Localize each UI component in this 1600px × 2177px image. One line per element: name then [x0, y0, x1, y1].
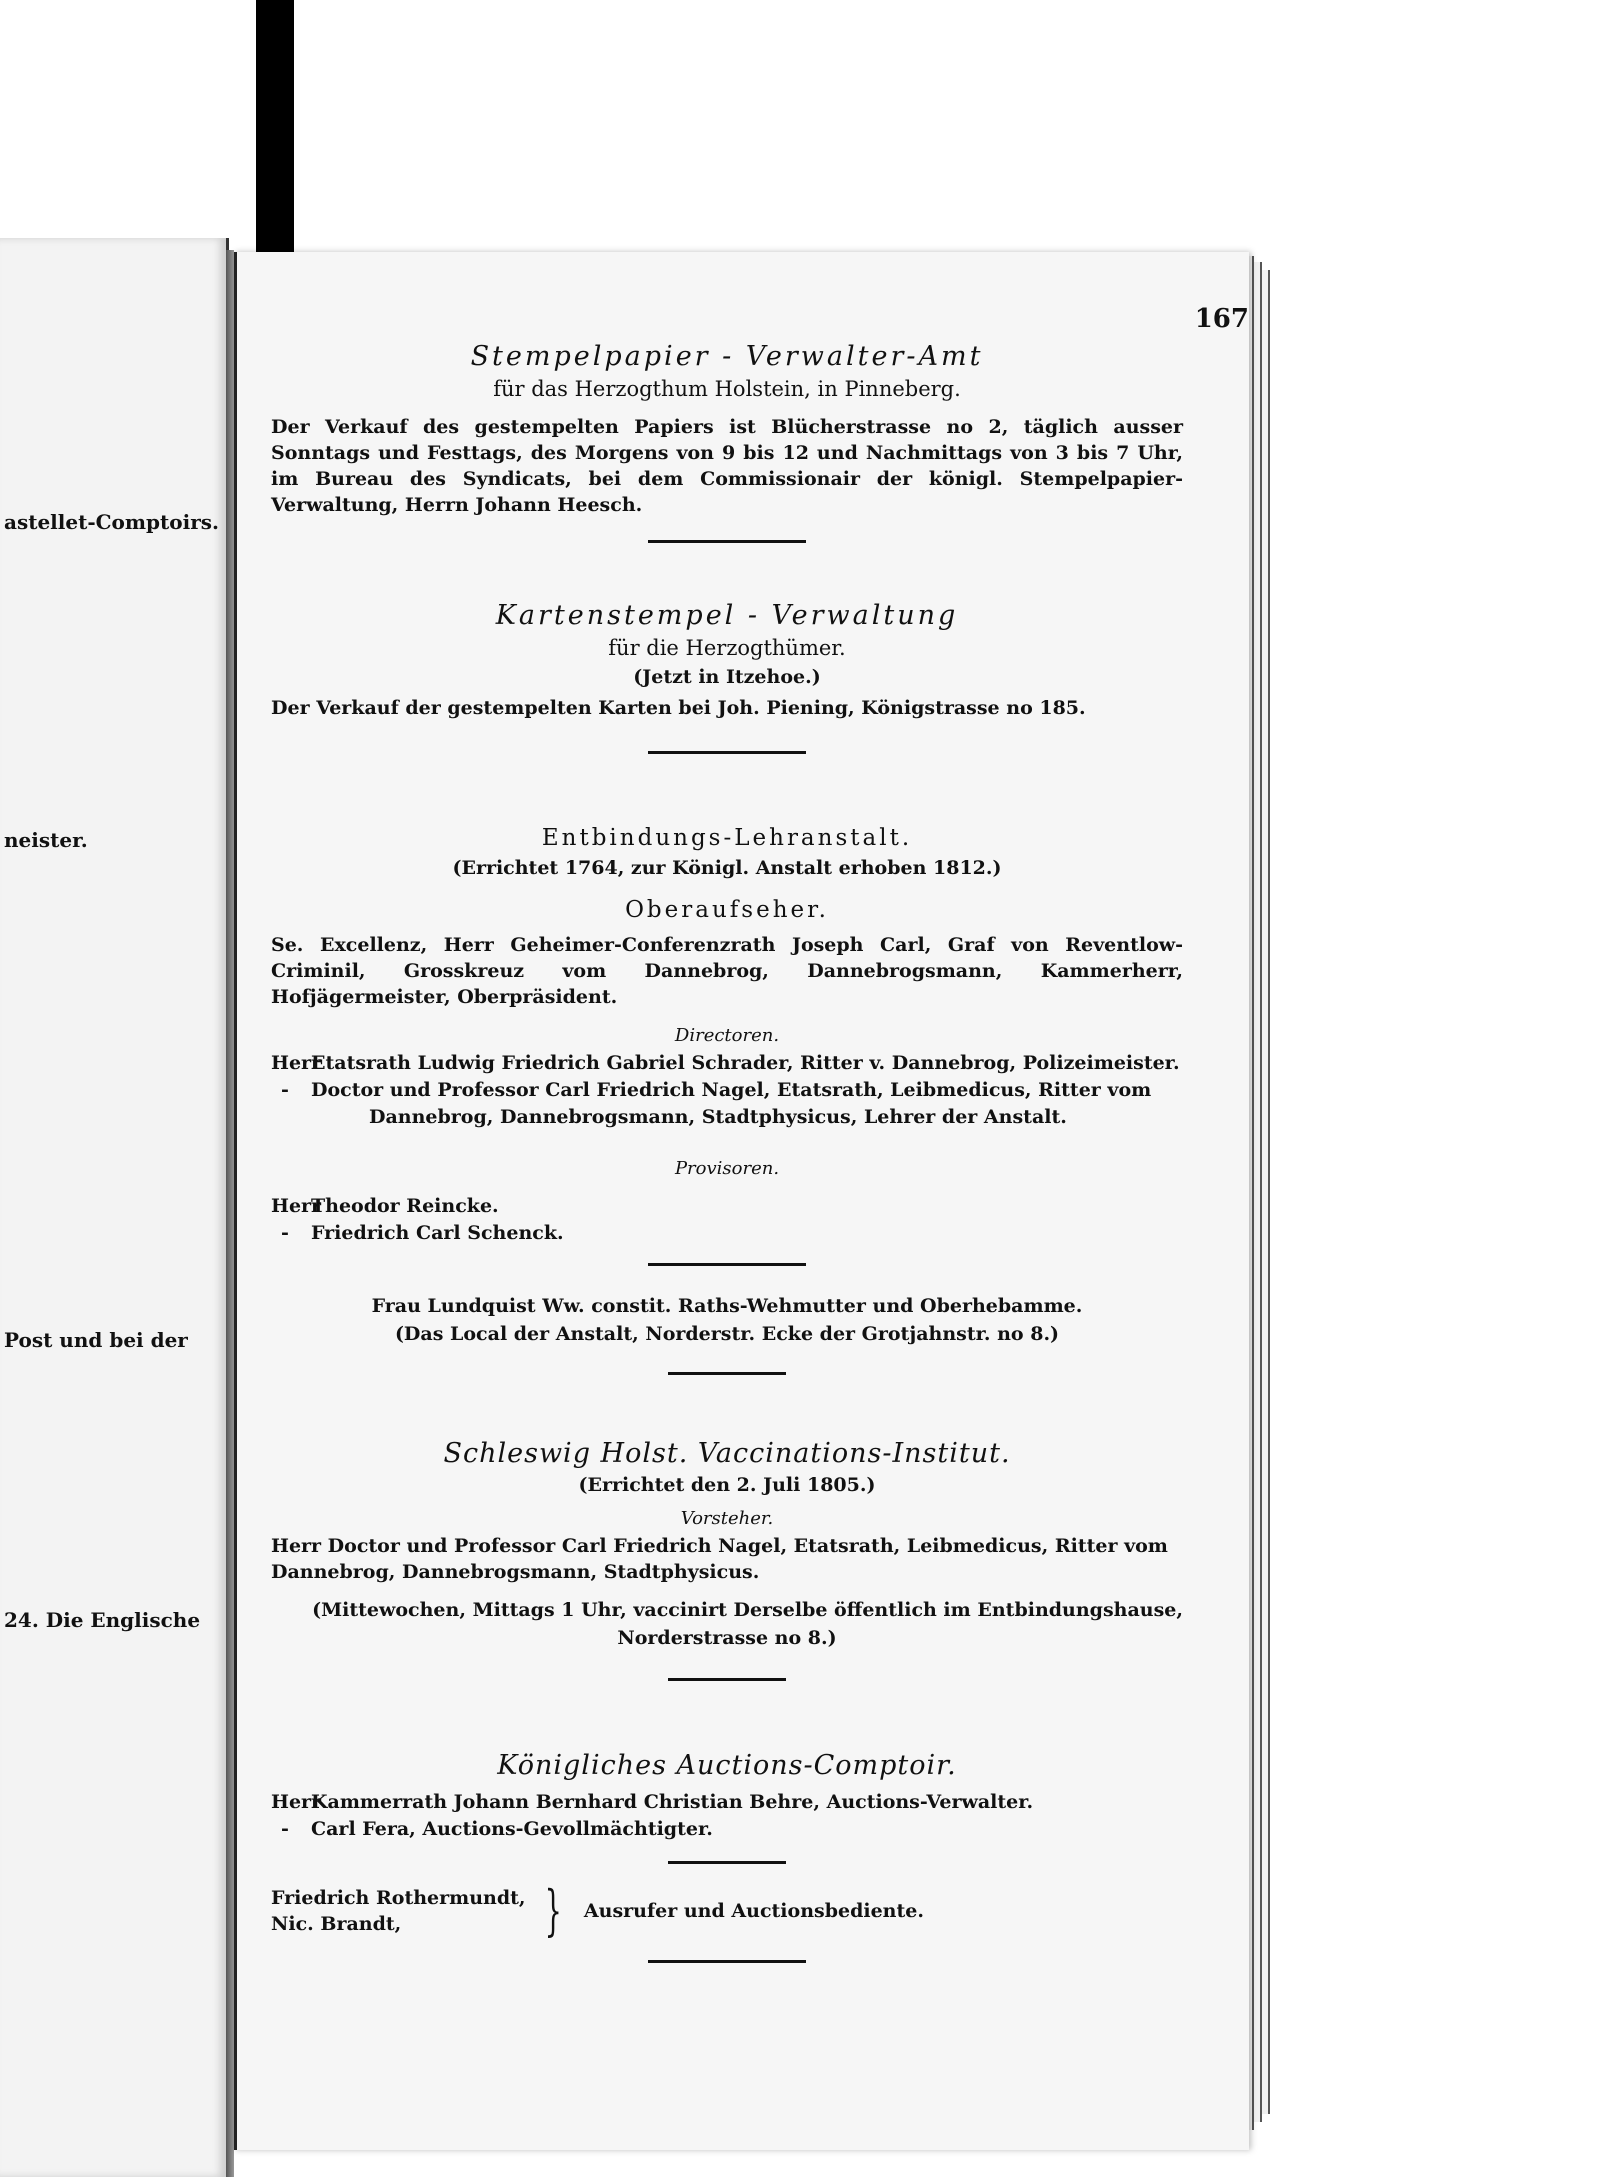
oberaufseher-heading: Oberaufseher.: [625, 897, 829, 923]
schedule-line: Norderstrasse no 8.): [617, 1627, 837, 1649]
section-note: (Jetzt in Itzehoe.): [633, 666, 821, 688]
page-gutter: [226, 250, 234, 2177]
auction-entry: [271, 1816, 1183, 1843]
ausrufer-name: Nic. Brandt,: [271, 1913, 402, 1935]
entry-name: Etatsrath Ludwig Friedrich Gabriel Schrader, Ritter v. Dannebrog, Polizeimeister.: [311, 1052, 1180, 1074]
section-text: Der Verkauf des gestempelten Papiers ist Blücherstrasse no 2, täglich ausser Sonntags und Festtags, des Morgens von 9 bis 12 und Nachmittags von 3 bis 7 Uhr, im Bureau des Syndicats, bei dem Commissionair der königl. Stempelpapier-Verwaltung, Herrn Johann Heesch.: [271, 416, 1183, 516]
page-number: 167: [1194, 304, 1249, 334]
section-note: (Errichtet 1764, zur Königl. Anstalt erhoben 1812.): [452, 857, 1002, 879]
separator-rule: [648, 1960, 806, 1963]
entry-continuation: Dannebrog, Dannebrogsmann, Stadtphysicus, Lehrer der Anstalt.: [369, 1106, 1067, 1128]
local-text: (Das Local der Anstalt, Norderstr. Ecke der Grotjahnstr. no 8.): [394, 1323, 1060, 1345]
entry-name: Doctor und Professor Carl Friedrich Nagel, Etatsrath, Leibmedicus, Ritter vom: [311, 1079, 1152, 1101]
section-entbindung: [271, 822, 1183, 1348]
left-page-edge: [0, 238, 229, 2177]
page-edge-layer: [1254, 262, 1262, 2122]
director-entry: [271, 1050, 1183, 1077]
brace-glyph: }: [544, 1879, 562, 1942]
document-page: [234, 252, 1249, 2150]
vorsteher-heading: Vorsteher.: [680, 1508, 774, 1529]
auction-entry: [271, 1789, 1183, 1816]
section-auction: [271, 1749, 1183, 1942]
entry-prefix: -: [281, 1818, 289, 1840]
vorsteher-continuation: Dannebrog, Dannebrogsmann, Stadtphysicus.: [271, 1561, 760, 1583]
oberaufseher-text: Se. Excellenz, Herr Geheimer-Conferenzrath Joseph Carl, Graf von Reventlow-Criminil, Grosskreuz vom Dannebrog, Dannebrogsmann, Kammerherr, Hofjägermeister, Oberpräsident.: [271, 934, 1183, 1008]
section-title: Königliches Auctions-Comptoir.: [497, 1750, 957, 1781]
entry-name: Theodor Reincke.: [311, 1195, 499, 1217]
left-page-fragment: Post und bei der: [4, 1328, 188, 1352]
section-title: Entbindungs-Lehranstalt.: [541, 825, 913, 851]
ausrufer-names: [271, 1885, 526, 1937]
binding-strip: [256, 0, 294, 256]
entry-name: Friedrich Carl Schenck.: [311, 1222, 564, 1244]
ausrufer-role: Ausrufer und Auctionsbediente.: [583, 1900, 924, 1922]
section-title: Stempelpapier - Verwalter-Amt: [470, 341, 984, 372]
left-page-fragment: 24. Die Englische: [4, 1608, 201, 1632]
section-subtitle: für das Herzogthum Holstein, in Pinneberg.: [493, 377, 961, 401]
section-title: Kartenstempel - Verwaltung: [495, 600, 959, 631]
section-text: Der Verkauf der gestempelten Karten bei Joh. Piening, Königstrasse no 185.: [271, 697, 1086, 719]
provisoren-heading: Provisoren.: [674, 1158, 780, 1179]
provisor-entry: [271, 1193, 1183, 1220]
section-subtitle: für die Herzogthümer.: [608, 636, 846, 660]
section-vaccination: [271, 1437, 1183, 1652]
left-page-fragment: neister.: [4, 828, 88, 852]
director-entry: [271, 1077, 1183, 1104]
section-note: (Errichtet den 2. Juli 1805.): [578, 1474, 876, 1496]
entry-prefix: -: [281, 1222, 289, 1244]
schedule-line: (Mittewochen, Mittags 1 Uhr, vaccinirt Derselbe öffentlich im Entbindungshause,: [312, 1599, 1183, 1621]
entry-prefix: Herr: [271, 1195, 322, 1217]
page-edge-layer: [1262, 270, 1270, 2114]
vorsteher-text: Herr Doctor und Professor Carl Friedrich Nagel, Etatsrath, Leibmedicus, Ritter vom: [271, 1535, 1168, 1557]
ausrufer-name: Friedrich Rothermundt,: [271, 1887, 526, 1909]
section-kartenstempel: [271, 599, 1183, 721]
directoren-heading: Directoren.: [674, 1025, 780, 1046]
left-page-fragment: astellet-Comptoirs.: [4, 510, 219, 534]
ausrufer-block: [271, 1879, 1183, 1942]
entry-prefix: Herr: [271, 1791, 322, 1813]
section-stempelpapier: [271, 340, 1183, 518]
entry-name: Carl Fera, Auctions-Gevollmächtigter.: [311, 1818, 713, 1840]
entry-name: Kammerrath Johann Bernhard Christian Behre, Auctions-Verwalter.: [311, 1791, 1034, 1813]
page-content: [271, 252, 1183, 1963]
section-title: Schleswig Holst. Vaccinations-Institut.: [443, 1438, 1011, 1469]
wehmutter-text: Frau Lundquist Ww. constit. Raths-Wehmutter und Oberhebamme.: [371, 1295, 1083, 1317]
provisor-entry: [271, 1220, 1183, 1247]
entry-prefix: Herr: [271, 1052, 322, 1074]
entry-prefix: -: [281, 1079, 289, 1101]
